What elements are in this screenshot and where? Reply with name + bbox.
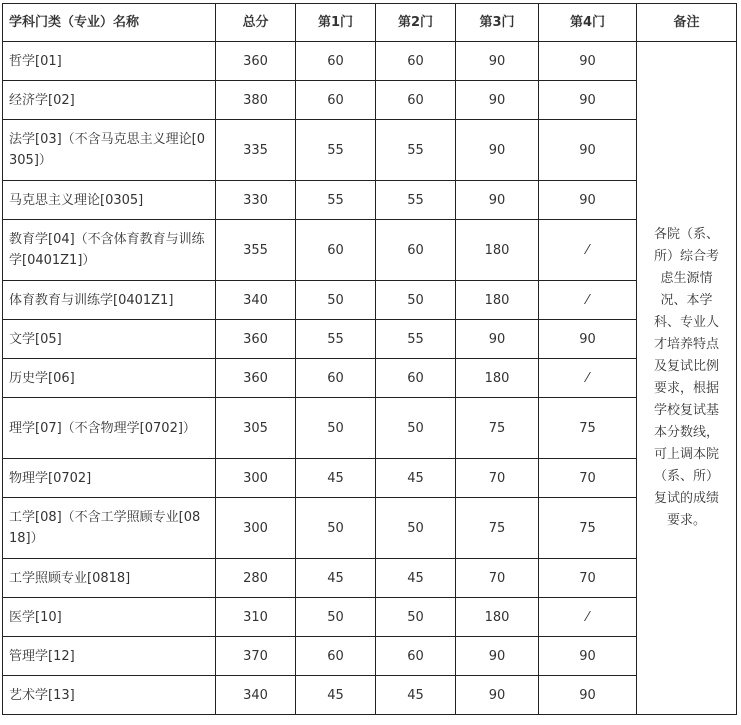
- table-row: [3, 498, 737, 559]
- row-subject-2: 60: [376, 42, 456, 81]
- header-subject-1: 第1门: [296, 4, 376, 42]
- row-subject-1: 55: [296, 181, 376, 220]
- row-subject-3: 180: [456, 281, 539, 320]
- row-subject-3: 90: [456, 320, 539, 359]
- row-subject-3: 90: [456, 42, 539, 81]
- row-subject-2: 60: [376, 359, 456, 398]
- table-row: [3, 181, 737, 220]
- row-subject-2: 55: [376, 320, 456, 359]
- table-row: [3, 559, 737, 598]
- table-row: [3, 120, 737, 181]
- row-total: 305: [216, 398, 296, 459]
- row-name: 工学[08]（不含工学照顾专业[0818]）: [3, 498, 216, 559]
- table-row: [3, 281, 737, 320]
- row-subject-2: 45: [376, 676, 456, 715]
- row-subject-3: 70: [456, 559, 539, 598]
- row-subject-1: 50: [296, 498, 376, 559]
- row-subject-1: 45: [296, 676, 376, 715]
- table-row: [3, 398, 737, 459]
- row-subject-2: 45: [376, 559, 456, 598]
- row-name: 法学[03]（不含马克思主义理论[0305]）: [3, 120, 216, 181]
- table-row: [3, 676, 737, 715]
- row-name: 经济学[02]: [3, 81, 216, 120]
- row-total: 340: [216, 281, 296, 320]
- row-subject-4: ⁄: [539, 359, 637, 398]
- row-subject-1: 60: [296, 637, 376, 676]
- row-name: 文学[05]: [3, 320, 216, 359]
- row-subject-4: 70: [539, 459, 637, 498]
- row-subject-3: 90: [456, 181, 539, 220]
- row-subject-2: 50: [376, 281, 456, 320]
- row-subject-3: 90: [456, 637, 539, 676]
- row-subject-3: 75: [456, 398, 539, 459]
- row-subject-4: 75: [539, 498, 637, 559]
- row-subject-1: 60: [296, 81, 376, 120]
- header-subject-2: 第2门: [376, 4, 456, 42]
- row-subject-1: 60: [296, 359, 376, 398]
- row-subject-2: 60: [376, 637, 456, 676]
- row-subject-1: 55: [296, 320, 376, 359]
- row-total: 360: [216, 42, 296, 81]
- score-table: [2, 3, 737, 715]
- row-subject-4: ⁄: [539, 220, 637, 281]
- row-subject-2: 50: [376, 498, 456, 559]
- row-subject-4: 90: [539, 120, 637, 181]
- remarks-cell: 各院（系、所）综合考虑生源情况、本学科、专业人才培养特点及复试比例要求，根据学校复试基本分数线，可上调本院（系、所）复试的成绩要求。: [637, 42, 737, 715]
- row-subject-1: 45: [296, 459, 376, 498]
- table-row: [3, 220, 737, 281]
- row-subject-4: 70: [539, 559, 637, 598]
- row-subject-2: 55: [376, 181, 456, 220]
- row-total: 280: [216, 559, 296, 598]
- row-subject-2: 55: [376, 120, 456, 181]
- row-total: 300: [216, 459, 296, 498]
- row-total: 360: [216, 359, 296, 398]
- table-row: [3, 359, 737, 398]
- row-subject-2: 50: [376, 398, 456, 459]
- table-row: [3, 42, 737, 81]
- row-name: 历史学[06]: [3, 359, 216, 398]
- row-subject-4: 90: [539, 181, 637, 220]
- row-subject-3: 180: [456, 359, 539, 398]
- row-subject-1: 50: [296, 398, 376, 459]
- row-subject-4: ⁄: [539, 281, 637, 320]
- row-total: 380: [216, 81, 296, 120]
- row-subject-2: 50: [376, 598, 456, 637]
- row-subject-4: 90: [539, 676, 637, 715]
- row-name: 工学照顾专业[0818]: [3, 559, 216, 598]
- row-subject-4: ⁄: [539, 598, 637, 637]
- row-subject-1: 60: [296, 220, 376, 281]
- row-name: 医学[10]: [3, 598, 216, 637]
- table-row: [3, 459, 737, 498]
- row-subject-3: 90: [456, 81, 539, 120]
- row-subject-1: 55: [296, 120, 376, 181]
- row-total: 310: [216, 598, 296, 637]
- header-name: 学科门类（专业）名称: [3, 4, 216, 42]
- row-subject-4: 90: [539, 81, 637, 120]
- table-row: [3, 81, 737, 120]
- table-row: [3, 637, 737, 676]
- row-subject-2: 60: [376, 81, 456, 120]
- row-subject-4: 75: [539, 398, 637, 459]
- row-subject-3: 180: [456, 220, 539, 281]
- row-name: 哲学[01]: [3, 42, 216, 81]
- header-row: [3, 4, 737, 42]
- row-subject-4: 90: [539, 320, 637, 359]
- row-total: 330: [216, 181, 296, 220]
- row-total: 360: [216, 320, 296, 359]
- row-name: 物理学[0702]: [3, 459, 216, 498]
- row-subject-4: 90: [539, 637, 637, 676]
- row-subject-2: 45: [376, 459, 456, 498]
- row-name: 理学[07]（不含物理学[0702]）: [3, 398, 216, 459]
- row-subject-1: 50: [296, 598, 376, 637]
- row-subject-3: 90: [456, 676, 539, 715]
- row-total: 300: [216, 498, 296, 559]
- table-row: [3, 320, 737, 359]
- row-name: 艺术学[13]: [3, 676, 216, 715]
- row-name: 教育学[04]（不含体育教育与训练学[0401Z1]）: [3, 220, 216, 281]
- row-total: 370: [216, 637, 296, 676]
- row-subject-3: 70: [456, 459, 539, 498]
- row-total: 340: [216, 676, 296, 715]
- header-subject-4: 第4门: [539, 4, 637, 42]
- row-subject-3: 90: [456, 120, 539, 181]
- row-name: 体育教育与训练学[0401Z1]: [3, 281, 216, 320]
- row-subject-1: 50: [296, 281, 376, 320]
- row-subject-2: 60: [376, 220, 456, 281]
- row-total: 355: [216, 220, 296, 281]
- row-name: 马克思主义理论[0305]: [3, 181, 216, 220]
- row-subject-1: 60: [296, 42, 376, 81]
- header-total: 总分: [216, 4, 296, 42]
- row-total: 335: [216, 120, 296, 181]
- header-subject-3: 第3门: [456, 4, 539, 42]
- row-name: 管理学[12]: [3, 637, 216, 676]
- row-subject-1: 45: [296, 559, 376, 598]
- row-subject-4: 90: [539, 42, 637, 81]
- row-subject-3: 75: [456, 498, 539, 559]
- table-row: [3, 598, 737, 637]
- row-subject-3: 180: [456, 598, 539, 637]
- header-note: 备注: [637, 4, 737, 42]
